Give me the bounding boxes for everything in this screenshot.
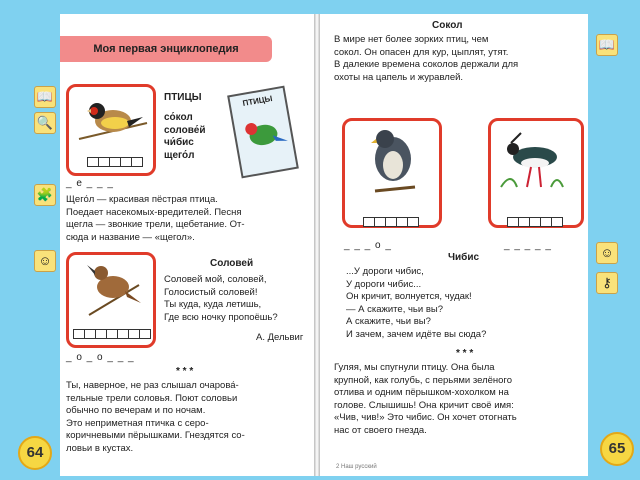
magnifier-icon[interactable]: 🔍 [34, 112, 56, 134]
falcon-picture-frame [342, 118, 442, 228]
falcon-text: В мире нет более зорких птиц, чем сокол. Он опасен для кур, цыплят, утят. В далекие времена соколов держали для охоты на цапель и журавлей. [334, 34, 519, 83]
page-footer-note: 2 Наш русский [336, 464, 377, 470]
bird-on-book-icon [232, 101, 296, 169]
nightingale-picture-frame [66, 252, 156, 348]
section-title-birds: ПТИЦЫ [164, 92, 202, 103]
page-number-left: 64 [18, 436, 52, 470]
letter-pattern: _ о _ о _ _ _ [66, 352, 135, 363]
right-page [320, 14, 588, 476]
encyclopedia-banner: Моя первая энциклопедия [60, 36, 272, 62]
answer-cells[interactable] [73, 329, 150, 339]
bird-word: солове́й [164, 124, 206, 136]
nightingale-poem: Соловей мой, соловей, Голосистый соловей! Ты куда, куда летишь, Где всю ночку пропоёшь? [164, 274, 278, 323]
letter-pattern: _ _ _ _ _ [504, 240, 552, 251]
lapwing-illustration [491, 121, 581, 195]
answer-cells[interactable] [87, 157, 142, 167]
goldfinch-illustration [69, 87, 153, 151]
face-icon[interactable]: ☺ [596, 242, 618, 264]
goldfinch-picture-frame [66, 84, 156, 176]
goldfinch-text: Щего́л — красивая пёстрая птица. Поедает насекомых-вредителей. Песня щегла — звонкие трели, щебетание. От- сюда и название — «щегол». [66, 194, 245, 243]
falcon-illustration [345, 121, 439, 195]
bird-word: со́кол [164, 112, 193, 123]
puzzle-icon[interactable]: 🧩 [34, 184, 56, 206]
section-title-nightingale: Соловей [210, 258, 254, 269]
lapwing-picture-frame [488, 118, 584, 228]
poem-author: А. Дельвиг [256, 332, 304, 343]
answer-cells[interactable] [363, 217, 418, 227]
section-title-lapwing: Чибис [448, 252, 480, 263]
letter-pattern: _ _ _ о _ [344, 240, 392, 251]
page-number-right: 65 [600, 432, 634, 466]
letter-pattern: _ е _ _ _ [66, 178, 114, 189]
answer-cells[interactable] [507, 217, 562, 227]
book-cover-label: ПТИЦЫ [241, 93, 274, 109]
section-divider-stars: * * * [456, 348, 474, 359]
face-icon[interactable]: ☺ [34, 250, 56, 272]
left-page [60, 14, 314, 476]
book-icon[interactable]: 📖 [34, 86, 56, 108]
nightingale-text: Ты, наверное, не раз слышал очарова́- тельные трели соловья. Поют соловьи обычно по вечерам и по ночам. Это неприметная птичка с серо- коричневыми пёрышками. Гнездятся со- ловьи в кустах. [66, 380, 245, 454]
nightingale-illustration [69, 255, 153, 319]
bird-word: чи́бис [164, 137, 194, 148]
lapwing-poem: ...У дороги чибис, У дороги чибис... Он кричит, волнуется, чудак! — А скажите, чьи вы? А скажите, чьи вы? И зачем, зачем идёте вы сюда? [346, 266, 487, 340]
key-icon[interactable]: ⚷ [596, 272, 618, 294]
bird-word: щего́л [164, 149, 195, 161]
section-divider-stars: * * * [176, 366, 194, 377]
lapwing-text: Гуляя, мы спугнули птицу. Она была крупной, как голубь, с перьями зелёного отлива и одним пёрышком-хохолком на голове. Слышишь! Она кричит своё имя: «Чив, чив!» Это чибис. Он хочет отогнать нас от своего гнезда. [334, 362, 517, 436]
section-title-falcon: Сокол [432, 20, 463, 31]
birds-book-illustration [227, 86, 299, 179]
reader-icon[interactable]: 📖 [596, 34, 618, 56]
bird-word-list [164, 112, 205, 162]
